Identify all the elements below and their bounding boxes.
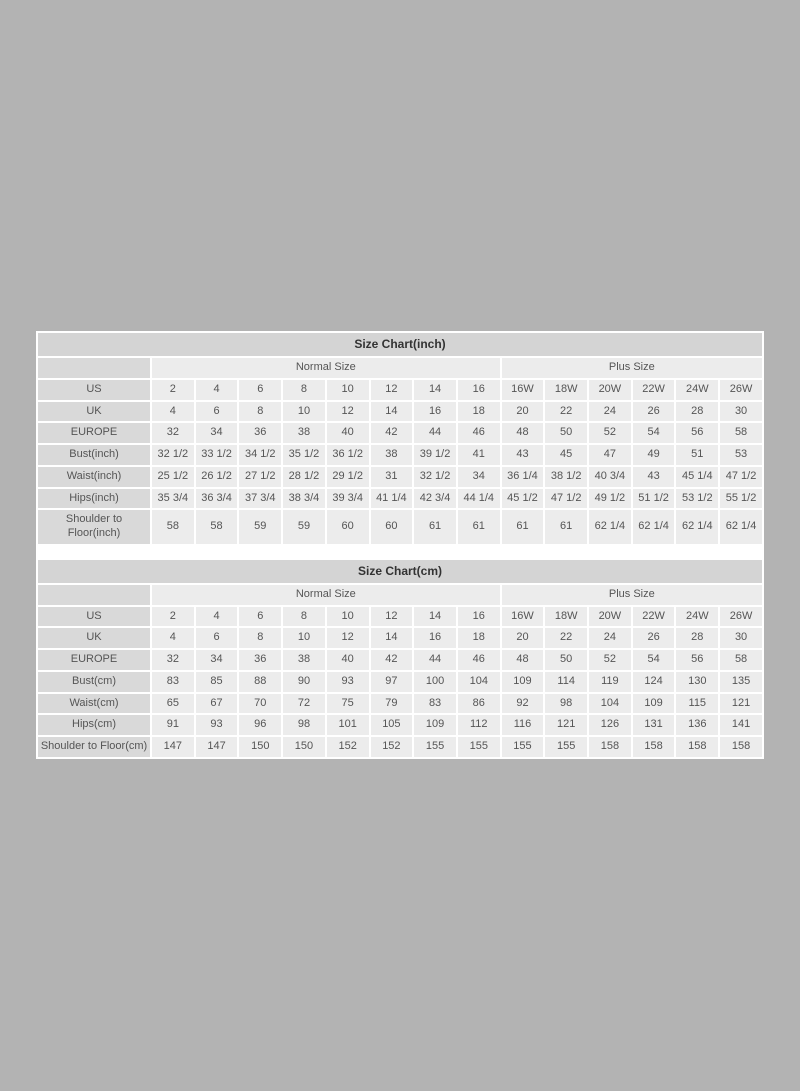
size-value-cell: 51 (676, 445, 718, 465)
size-value-cell: 6 (239, 607, 281, 627)
column-group-header: Plus Size (502, 358, 762, 378)
size-value-cell: 4 (152, 402, 194, 422)
size-value-cell: 115 (676, 694, 718, 714)
size-value-cell: 88 (239, 672, 281, 692)
size-value-cell: 4 (152, 628, 194, 648)
size-value-cell: 91 (152, 715, 194, 735)
row-label: US (38, 607, 150, 627)
size-chart-inch-table (36, 331, 764, 546)
size-value-cell: 40 (327, 650, 369, 670)
size-value-cell: 6 (196, 628, 238, 648)
size-value-cell: 10 (283, 402, 325, 422)
size-value-cell: 20W (589, 380, 631, 400)
size-value-cell: 53 1/2 (676, 489, 718, 509)
table-row (38, 628, 762, 648)
size-value-cell: 46 (458, 423, 500, 443)
size-value-cell: 152 (327, 737, 369, 757)
size-value-cell: 10 (327, 607, 369, 627)
size-value-cell: 50 (545, 650, 587, 670)
size-value-cell: 114 (545, 672, 587, 692)
size-value-cell: 48 (502, 423, 544, 443)
size-value-cell: 12 (371, 607, 413, 627)
table-row (38, 607, 762, 627)
column-group-header: Normal Size (152, 358, 500, 378)
table-row (38, 510, 762, 544)
size-value-cell: 26W (720, 607, 762, 627)
size-value-cell: 38 (283, 423, 325, 443)
row-label: Waist(inch) (38, 467, 150, 487)
row-label: Bust(inch) (38, 445, 150, 465)
size-chart-panel (36, 331, 764, 759)
size-value-cell: 32 (152, 423, 194, 443)
size-chart-cm-table (36, 558, 764, 759)
size-value-cell: 4 (196, 380, 238, 400)
size-value-cell: 44 (414, 650, 456, 670)
size-value-cell: 22 (545, 628, 587, 648)
size-value-cell: 31 (371, 467, 413, 487)
size-value-cell: 155 (458, 737, 500, 757)
size-value-cell: 28 1/2 (283, 467, 325, 487)
row-label: EUROPE (38, 650, 150, 670)
size-value-cell: 54 (633, 423, 675, 443)
size-value-cell: 158 (676, 737, 718, 757)
size-value-cell: 30 (720, 628, 762, 648)
size-value-cell: 62 1/4 (720, 510, 762, 544)
table-row (38, 715, 762, 735)
row-label: EUROPE (38, 423, 150, 443)
size-value-cell: 37 3/4 (239, 489, 281, 509)
size-value-cell: 58 (152, 510, 194, 544)
size-value-cell: 20 (502, 628, 544, 648)
size-value-cell: 58 (720, 423, 762, 443)
size-value-cell: 158 (589, 737, 631, 757)
size-value-cell: 29 1/2 (327, 467, 369, 487)
size-value-cell: 135 (720, 672, 762, 692)
size-value-cell: 48 (502, 650, 544, 670)
size-value-cell: 147 (152, 737, 194, 757)
size-value-cell: 22W (633, 607, 675, 627)
size-value-cell: 22 (545, 402, 587, 422)
size-value-cell: 16W (502, 380, 544, 400)
size-value-cell: 42 (371, 423, 413, 443)
size-value-cell: 121 (720, 694, 762, 714)
size-value-cell: 58 (720, 650, 762, 670)
size-value-cell: 18 (458, 402, 500, 422)
size-value-cell: 25 1/2 (152, 467, 194, 487)
size-table (36, 331, 764, 546)
size-value-cell: 45 1/4 (676, 467, 718, 487)
size-value-cell: 131 (633, 715, 675, 735)
size-value-cell: 16 (458, 380, 500, 400)
size-value-cell: 96 (239, 715, 281, 735)
size-value-cell: 158 (633, 737, 675, 757)
size-value-cell: 34 (196, 650, 238, 670)
size-value-cell: 83 (152, 672, 194, 692)
row-label: Waist(cm) (38, 694, 150, 714)
size-value-cell: 65 (152, 694, 194, 714)
size-value-cell: 32 1/2 (414, 467, 456, 487)
size-value-cell: 59 (239, 510, 281, 544)
row-label: Bust(cm) (38, 672, 150, 692)
size-value-cell: 92 (502, 694, 544, 714)
table-row (38, 402, 762, 422)
size-value-cell: 12 (371, 380, 413, 400)
size-value-cell: 83 (414, 694, 456, 714)
size-value-cell: 52 (589, 650, 631, 670)
size-value-cell: 47 (589, 445, 631, 465)
size-value-cell: 100 (414, 672, 456, 692)
size-value-cell: 36 1/4 (502, 467, 544, 487)
size-value-cell: 51 1/2 (633, 489, 675, 509)
size-value-cell: 24 (589, 628, 631, 648)
size-value-cell: 33 1/2 (196, 445, 238, 465)
size-value-cell: 8 (239, 628, 281, 648)
size-value-cell: 55 1/2 (720, 489, 762, 509)
size-table (36, 558, 764, 759)
row-label: US (38, 380, 150, 400)
table-row (38, 423, 762, 443)
size-value-cell: 36 1/2 (327, 445, 369, 465)
size-value-cell: 12 (327, 628, 369, 648)
row-label: Hips(inch) (38, 489, 150, 509)
size-value-cell: 36 (239, 423, 281, 443)
size-value-cell: 2 (152, 380, 194, 400)
row-label: Shoulder to Floor(cm) (38, 737, 150, 757)
size-value-cell: 38 3/4 (283, 489, 325, 509)
size-value-cell: 36 (239, 650, 281, 670)
size-value-cell: 14 (371, 402, 413, 422)
size-value-cell: 61 (502, 510, 544, 544)
size-value-cell: 93 (327, 672, 369, 692)
size-value-cell: 62 1/4 (676, 510, 718, 544)
size-value-cell: 158 (720, 737, 762, 757)
size-value-cell: 119 (589, 672, 631, 692)
size-value-cell: 59 (283, 510, 325, 544)
size-value-cell: 16 (414, 402, 456, 422)
size-value-cell: 49 (633, 445, 675, 465)
size-value-cell: 34 1/2 (239, 445, 281, 465)
size-value-cell: 26W (720, 380, 762, 400)
size-value-cell: 38 (283, 650, 325, 670)
size-value-cell: 56 (676, 650, 718, 670)
size-value-cell: 56 (676, 423, 718, 443)
size-value-cell: 14 (371, 628, 413, 648)
size-value-cell: 49 1/2 (589, 489, 631, 509)
size-value-cell: 86 (458, 694, 500, 714)
size-value-cell: 20 (502, 402, 544, 422)
size-value-cell: 116 (502, 715, 544, 735)
corner-blank-cell (38, 585, 150, 605)
size-value-cell: 18W (545, 380, 587, 400)
size-value-cell: 26 (633, 628, 675, 648)
size-value-cell: 43 (633, 467, 675, 487)
size-value-cell: 6 (196, 402, 238, 422)
size-value-cell: 141 (720, 715, 762, 735)
size-value-cell: 61 (458, 510, 500, 544)
size-value-cell: 75 (327, 694, 369, 714)
size-value-cell: 72 (283, 694, 325, 714)
size-value-cell: 44 1/4 (458, 489, 500, 509)
size-value-cell: 43 (502, 445, 544, 465)
size-value-cell: 30 (720, 402, 762, 422)
size-value-cell: 40 3/4 (589, 467, 631, 487)
size-value-cell: 22W (633, 380, 675, 400)
size-value-cell: 112 (458, 715, 500, 735)
size-value-cell: 26 (633, 402, 675, 422)
size-value-cell: 85 (196, 672, 238, 692)
size-value-cell: 39 1/2 (414, 445, 456, 465)
table-row (38, 489, 762, 509)
size-value-cell: 24W (676, 607, 718, 627)
size-value-cell: 121 (545, 715, 587, 735)
size-value-cell: 4 (196, 607, 238, 627)
size-value-cell: 109 (414, 715, 456, 735)
size-value-cell: 130 (676, 672, 718, 692)
size-value-cell: 50 (545, 423, 587, 443)
size-value-cell: 150 (239, 737, 281, 757)
size-value-cell: 67 (196, 694, 238, 714)
size-value-cell: 42 (371, 650, 413, 670)
table-row (38, 445, 762, 465)
size-value-cell: 124 (633, 672, 675, 692)
size-value-cell: 28 (676, 402, 718, 422)
size-value-cell: 54 (633, 650, 675, 670)
size-value-cell: 105 (371, 715, 413, 735)
row-label: Shoulder to Floor(inch) (38, 510, 150, 544)
table-row (38, 737, 762, 757)
size-value-cell: 6 (239, 380, 281, 400)
size-value-cell: 93 (196, 715, 238, 735)
size-value-cell: 34 (458, 467, 500, 487)
size-value-cell: 109 (502, 672, 544, 692)
size-value-cell: 10 (283, 628, 325, 648)
size-value-cell: 26 1/2 (196, 467, 238, 487)
size-value-cell: 62 1/4 (633, 510, 675, 544)
table-title: Size Chart(cm) (38, 560, 762, 583)
row-label: UK (38, 628, 150, 648)
size-value-cell: 24W (676, 380, 718, 400)
size-value-cell: 60 (371, 510, 413, 544)
size-value-cell: 41 1/4 (371, 489, 413, 509)
size-value-cell: 155 (502, 737, 544, 757)
size-value-cell: 97 (371, 672, 413, 692)
size-value-cell: 16 (458, 607, 500, 627)
size-value-cell: 52 (589, 423, 631, 443)
size-value-cell: 28 (676, 628, 718, 648)
size-value-cell: 18W (545, 607, 587, 627)
size-value-cell: 104 (589, 694, 631, 714)
size-value-cell: 20W (589, 607, 631, 627)
row-label: Hips(cm) (38, 715, 150, 735)
size-value-cell: 32 1/2 (152, 445, 194, 465)
size-value-cell: 150 (283, 737, 325, 757)
size-value-cell: 38 1/2 (545, 467, 587, 487)
table-row (38, 694, 762, 714)
size-value-cell: 14 (414, 380, 456, 400)
size-value-cell: 10 (327, 380, 369, 400)
size-value-cell: 14 (414, 607, 456, 627)
size-value-cell: 98 (545, 694, 587, 714)
size-value-cell: 32 (152, 650, 194, 670)
size-value-cell: 2 (152, 607, 194, 627)
size-value-cell: 45 (545, 445, 587, 465)
size-value-cell: 98 (283, 715, 325, 735)
size-value-cell: 58 (196, 510, 238, 544)
size-value-cell: 8 (239, 402, 281, 422)
size-value-cell: 36 3/4 (196, 489, 238, 509)
size-value-cell: 90 (283, 672, 325, 692)
size-value-cell: 109 (633, 694, 675, 714)
size-value-cell: 44 (414, 423, 456, 443)
column-group-header: Plus Size (502, 585, 762, 605)
size-value-cell: 41 (458, 445, 500, 465)
table-row (38, 380, 762, 400)
size-value-cell: 39 3/4 (327, 489, 369, 509)
size-value-cell: 79 (371, 694, 413, 714)
size-value-cell: 45 1/2 (502, 489, 544, 509)
corner-blank-cell (38, 358, 150, 378)
size-value-cell: 40 (327, 423, 369, 443)
size-value-cell: 16 (414, 628, 456, 648)
size-value-cell: 42 3/4 (414, 489, 456, 509)
size-value-cell: 47 1/2 (545, 489, 587, 509)
size-value-cell: 35 1/2 (283, 445, 325, 465)
size-value-cell: 136 (676, 715, 718, 735)
table-title: Size Chart(inch) (38, 333, 762, 356)
size-value-cell: 46 (458, 650, 500, 670)
size-value-cell: 12 (327, 402, 369, 422)
table-row (38, 672, 762, 692)
size-value-cell: 101 (327, 715, 369, 735)
table-row (38, 467, 762, 487)
size-value-cell: 35 3/4 (152, 489, 194, 509)
size-value-cell: 34 (196, 423, 238, 443)
size-value-cell: 126 (589, 715, 631, 735)
size-value-cell: 8 (283, 607, 325, 627)
size-value-cell: 104 (458, 672, 500, 692)
size-value-cell: 16W (502, 607, 544, 627)
size-value-cell: 61 (545, 510, 587, 544)
size-value-cell: 155 (414, 737, 456, 757)
size-value-cell: 147 (196, 737, 238, 757)
table-row (38, 650, 762, 670)
size-value-cell: 53 (720, 445, 762, 465)
size-value-cell: 152 (371, 737, 413, 757)
size-value-cell: 155 (545, 737, 587, 757)
size-value-cell: 61 (414, 510, 456, 544)
size-value-cell: 62 1/4 (589, 510, 631, 544)
size-value-cell: 8 (283, 380, 325, 400)
size-value-cell: 18 (458, 628, 500, 648)
row-label: UK (38, 402, 150, 422)
size-value-cell: 27 1/2 (239, 467, 281, 487)
size-value-cell: 70 (239, 694, 281, 714)
column-group-header: Normal Size (152, 585, 500, 605)
size-value-cell: 38 (371, 445, 413, 465)
size-value-cell: 24 (589, 402, 631, 422)
size-value-cell: 60 (327, 510, 369, 544)
size-value-cell: 47 1/2 (720, 467, 762, 487)
